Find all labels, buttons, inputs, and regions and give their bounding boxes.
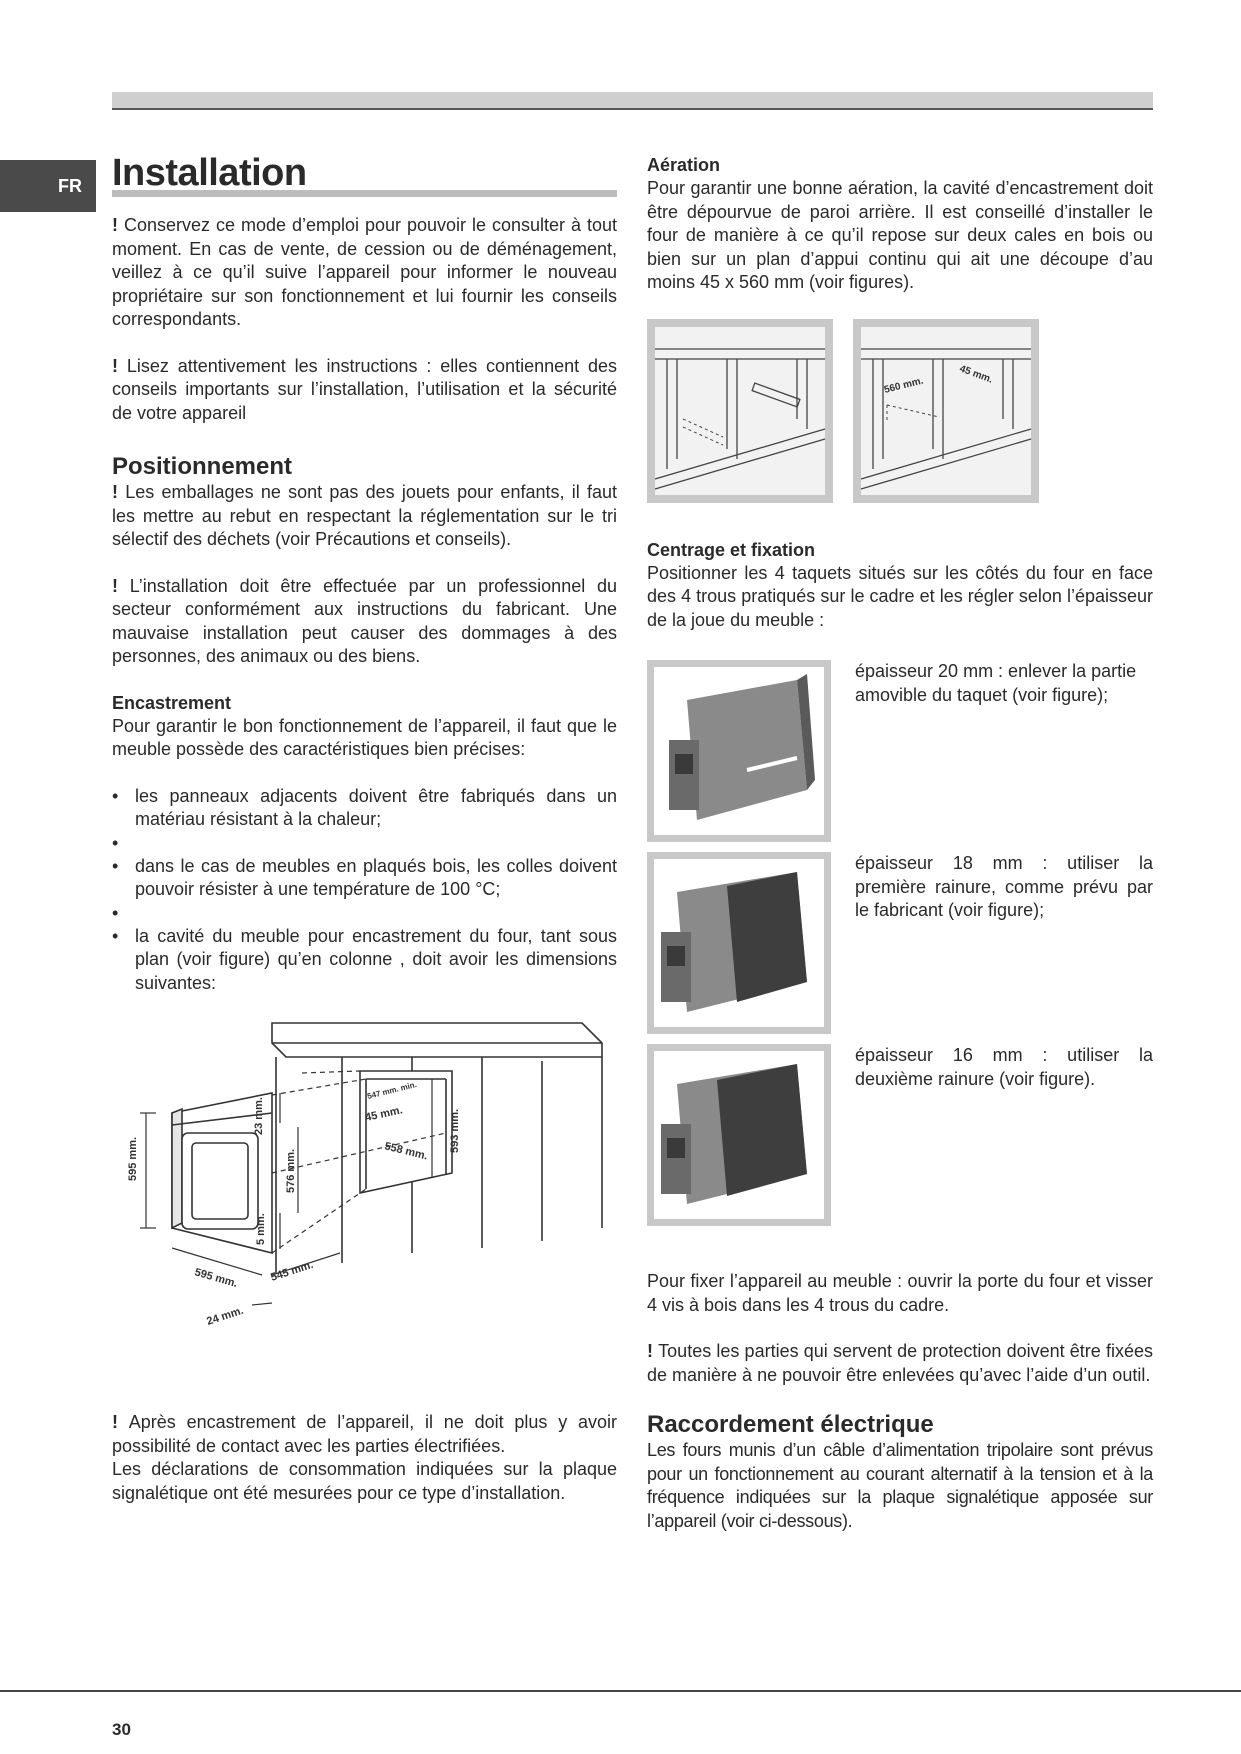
list-spacer (112, 902, 617, 925)
language-tab: FR (0, 160, 96, 212)
fig-560-label: 560 mm. (883, 375, 925, 396)
taquet-row-16mm (647, 1044, 1153, 1226)
taquet-figure-16mm (647, 1044, 831, 1226)
footer-rule (0, 1690, 1241, 1692)
list-spacer (112, 832, 617, 855)
taquet-figure-20mm (647, 660, 831, 842)
positionnement-heading: Positionnement (112, 453, 293, 480)
aeration-paragraph: Pour garantir une bonne aération, la cavité d’encastrement doit être dépourvue de paroi arrière. Il est conseillé d’installer le four de manière à ce qu’il repose sur deux cales en bois ou bien sur un plan d’appui continu qui ait une découpe d’au moins 45 x 560 mm (voir figures). (647, 178, 1153, 292)
intro-paragraph-2: ! Lisez attentivement les instructions : elles contiennent des conseils importants sur l’installation, l’utilisation et la sécurité de votre appareil (112, 355, 617, 423)
list-item: • la cavité du meuble pour encastrement du four, tant sous plan (voir figure) qu’en colonne , doit avoir les dimensions suivantes: (112, 925, 617, 996)
centrage-paragraph: Positionner les 4 taquets situés sur les côtés du four en face des 4 trous pratiqués sur le cadre et les régler selon l’épaisseur de la joue du meuble : (647, 562, 1153, 630)
dim-558: 558 mm. (383, 1140, 429, 1163)
taquet-figure-18mm (647, 852, 831, 1034)
taquet-text-16mm: épaisseur 16 mm : utiliser la deuxième rainure (voir figure). (855, 1045, 1153, 1089)
aeration-figures (647, 319, 1153, 503)
warning-icon: ! (647, 1341, 659, 1361)
list-item: • dans le cas de meubles en plaqués bois, les colles doivent pouvoir résister à une température de 100 °C; (112, 855, 617, 902)
dim-593: 593 mm. (449, 1108, 461, 1153)
protection-paragraph: ! Toutes les parties qui servent de protection doivent être fixées de manière à ne pouvoir être enlevées qu’avec l’aide d’un outil. (647, 1341, 1153, 1385)
dim-24: 24 mm. (205, 1304, 245, 1328)
dim-547: 547 mm. min. (366, 1079, 418, 1101)
raccordement-heading: Raccordement électrique (647, 1411, 934, 1438)
fixing-paragraph: Pour fixer l’appareil au meuble : ouvrir la porte du four et visser 4 vis à bois dans les 4 trous du cadre. (647, 1271, 1153, 1315)
page-title: Installation (112, 152, 307, 194)
header-bar (112, 92, 1153, 108)
aeration-heading: Aération (647, 155, 721, 175)
positionnement-paragraph-2: ! L’installation doit être effectuée par un professionnel du secteur conformément aux instructions du fabricant. Une mauvaise installation peut causer des dommages à des personnes, des animaux ou des biens. (112, 575, 617, 666)
dim-595-horizontal: 595 mm. (193, 1266, 239, 1291)
dim-45: 45 mm. (364, 1104, 404, 1124)
taquet-text-20mm: épaisseur 20 mm : enlever la partie amovible du taquet (voir figure); (855, 661, 1137, 705)
dim-5: 5 mm. (255, 1213, 267, 1245)
dim-595-vertical: 595 mm. (127, 1136, 139, 1181)
centrage-heading: Centrage et fixation (647, 539, 816, 560)
page-number: 30 (112, 1720, 131, 1739)
warning-icon: ! (112, 575, 130, 596)
taquet-text-18mm: épaisseur 18 mm : utiliser la première rainure, comme prévu par le fabricant (voir figure); (855, 853, 1153, 920)
requirements-list (112, 785, 617, 996)
encastrement-intro: Pour garantir le bon fonctionnement de l’appareil, il faut que le meuble possède des caractéristiques bien précises: (112, 715, 617, 759)
dim-545: 545 mm. (269, 1258, 315, 1284)
fig-45-label: 45 mm. (957, 362, 995, 386)
dim-23: 23 mm. (253, 1097, 265, 1135)
installation-dimensions-figure (112, 1013, 617, 1393)
left-column (112, 150, 617, 1505)
header-rule (112, 108, 1153, 110)
taquet-row-18mm (647, 852, 1153, 1034)
encastrement-heading: Encastrement (112, 692, 232, 713)
right-column (647, 150, 1153, 1533)
warning-icon: ! (112, 482, 126, 502)
list-item: • les panneaux adjacents doivent être fabriqués dans un matériau résistant à la chaleur; (112, 785, 617, 832)
title-block (112, 150, 617, 202)
raccordement-paragraph: Les fours munis d’un câble d’alimentation tripolaire sont prévus pour un fonctionnement au courant alternatif à la tension et à la fréquence indiquées sur la plaque signalétique apposée sur l’appareil (voir ci-dessous). (647, 1440, 1153, 1531)
warning-icon: ! (112, 1412, 129, 1432)
taquet-row-20mm (647, 660, 1153, 842)
aeration-figure-cutout (853, 319, 1039, 503)
aeration-figure-wood-blocks (647, 319, 833, 503)
warning-icon: ! (112, 215, 124, 235)
positionnement-paragraph-1: ! Les emballages ne sont pas des jouets pour enfants, il faut les mettre au rebut en respectant la réglementation sur le tri sélectif des déchets (voir Précautions et conseils). (112, 482, 617, 549)
intro-paragraph-1: ! Conservez ce mode d’emploi pour pouvoir le consulter à tout moment. En cas de vente, de cession ou de déménagement, veillez à ce qu’il suive l’appareil pour informer le nouveau propriétaire sur son fonctionnement et lui fournir les conseils correspondants. (112, 215, 617, 329)
warning-icon: ! (112, 355, 127, 376)
dim-576: 576 mm. (285, 1148, 297, 1193)
after-install-paragraph: ! Après encastrement de l’appareil, il ne doit plus y avoir possibilité de contact avec les parties électrifiées. (112, 1412, 617, 1456)
consumption-paragraph: Les déclarations de consommation indiquées sur la plaque signalétique ont été mesurées pour ce type d’installation. (112, 1459, 617, 1503)
